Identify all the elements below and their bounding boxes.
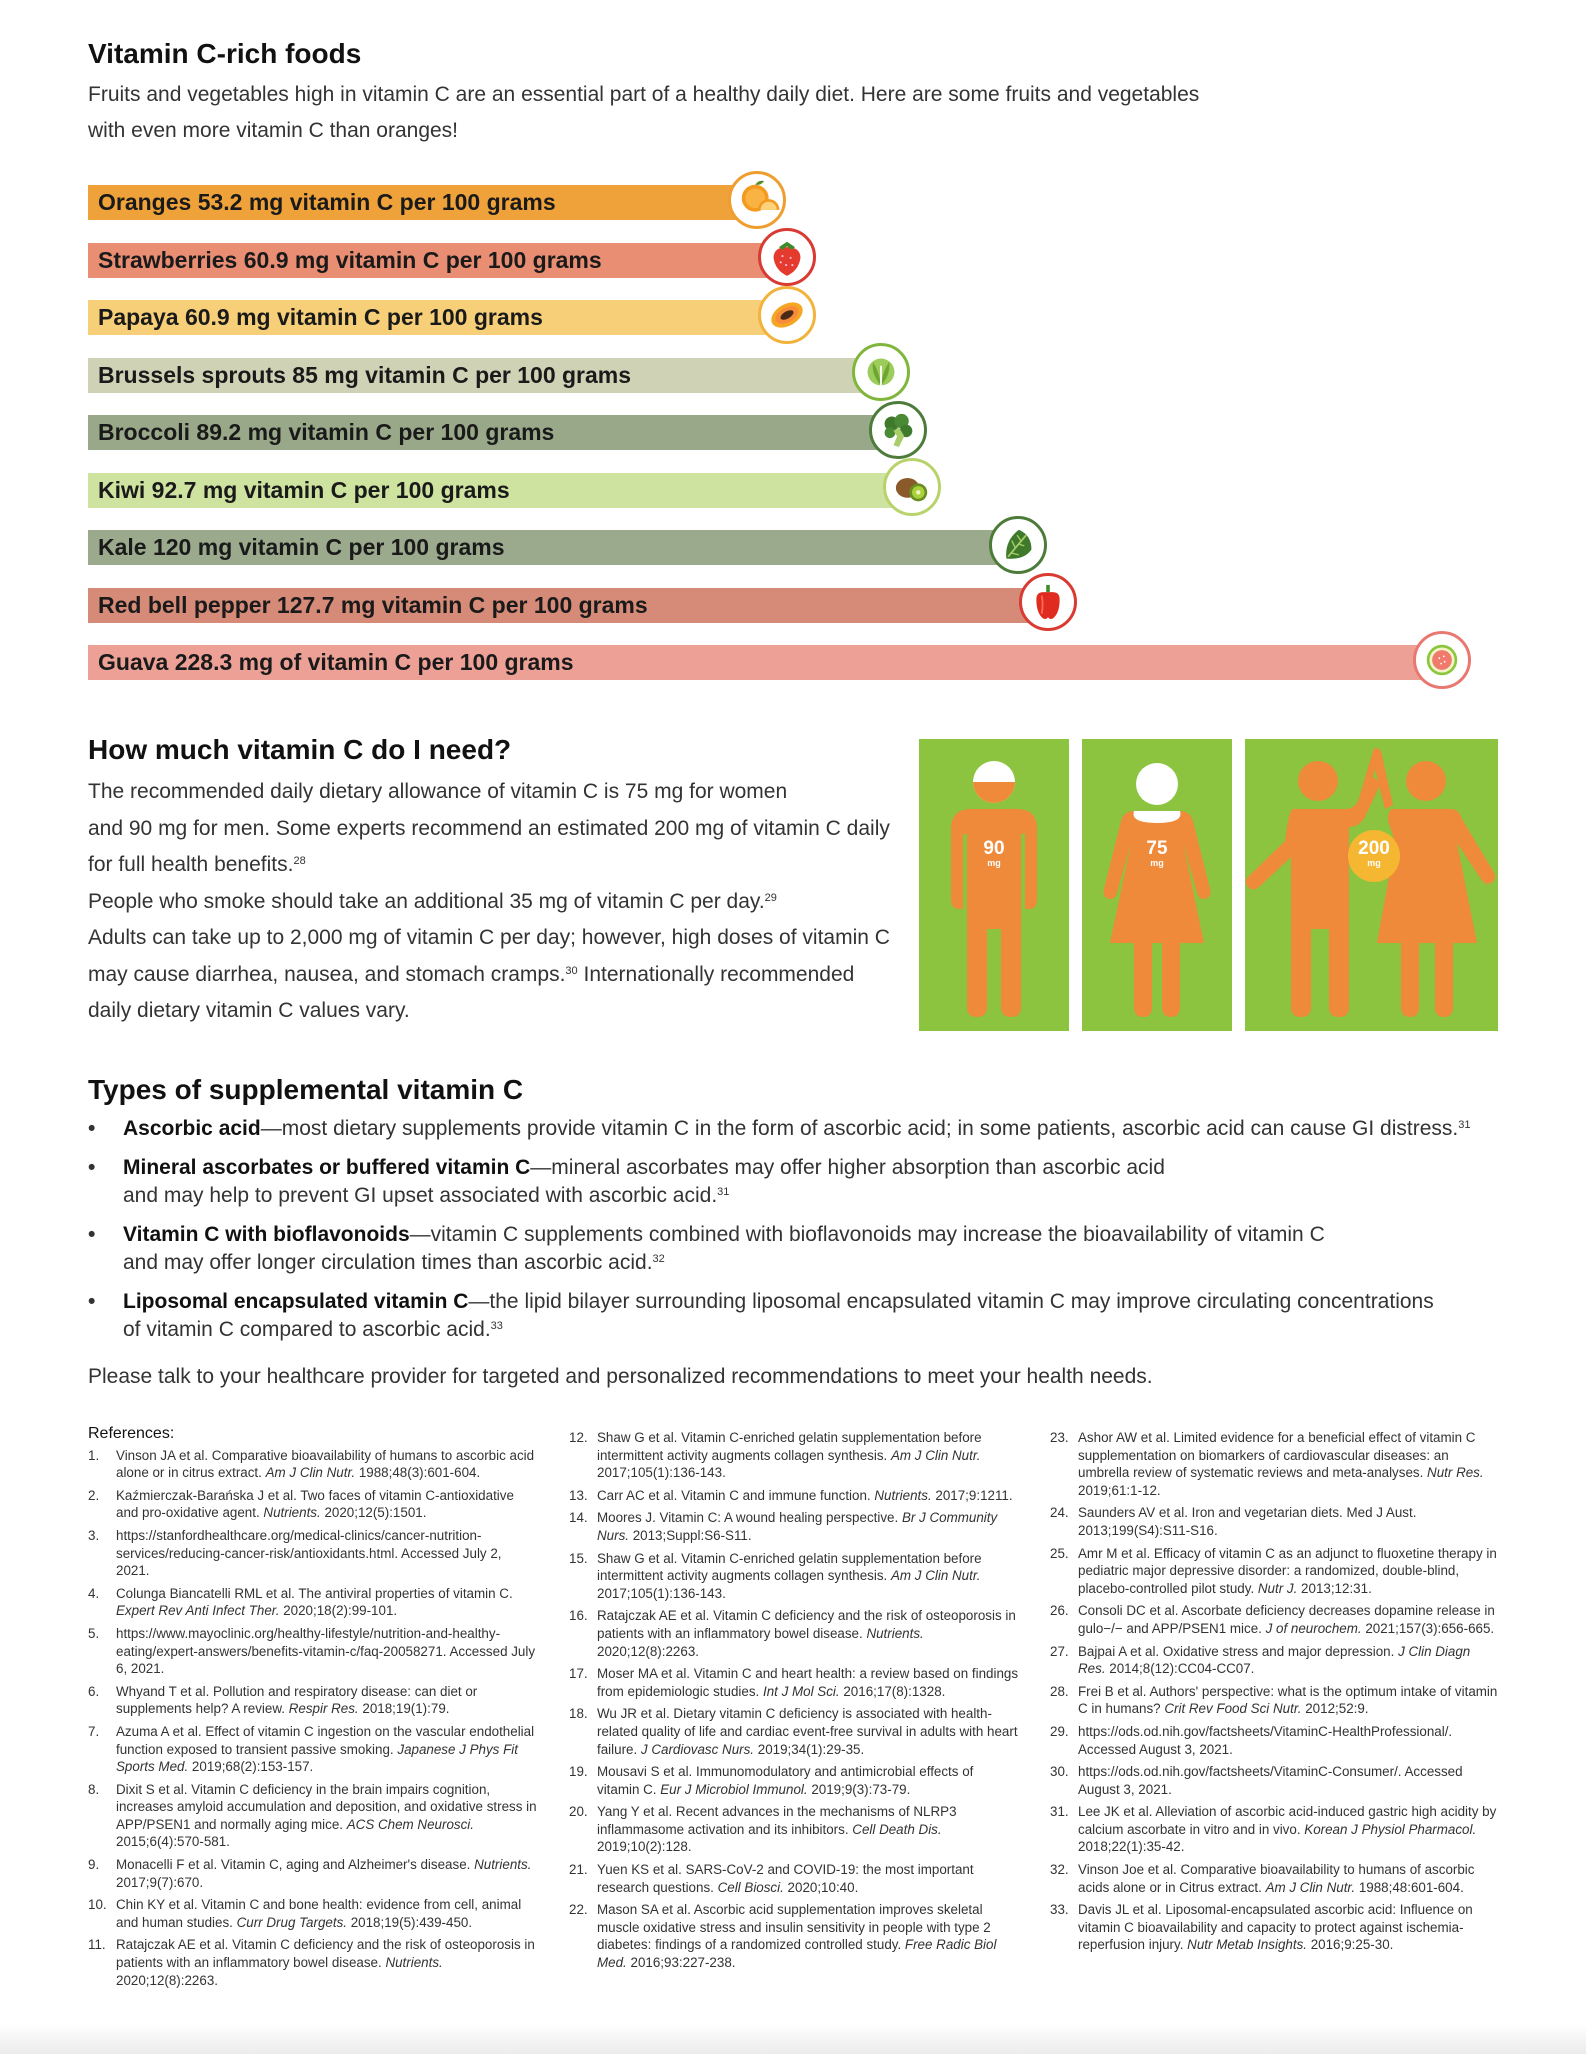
reference-journal: J of neurochem. <box>1265 1620 1362 1636</box>
reference-citation: 2016;17(8):1328. <box>839 1683 946 1699</box>
reference-text: Ratajczak AE et al. Vitamin C deficiency and the risk of osteoporosis in patients with an inflammatory bowel disease. <box>116 1937 535 1971</box>
reference-text: Yuen KS et al. SARS-CoV-2 and COVID-19: the most important research questions. <box>597 1862 974 1895</box>
reference-text: https://ods.od.nih.gov/factsheets/VitaminC-HealthProfessional/. Accessed August 3, 2021. <box>1078 1723 1453 1757</box>
reference-citation: 1988;48:601-604. <box>1355 1879 1464 1895</box>
couple-value-unit: mg <box>1367 858 1381 868</box>
bullet-term: Liposomal encapsulated vitamin C <box>123 1290 469 1313</box>
p3-line-2 <box>88 957 918 994</box>
reference-text: https://stanfordhealthcare.org/medical-clinics/cancer-nutrition-services/reducing-cancer-risk/antioxidants.html. Accessed July 2, 2021. <box>116 1527 502 1579</box>
reference-number: 16. <box>569 1608 588 1624</box>
reference-citation: 2017;105(1):136-143. <box>597 1585 726 1601</box>
reference-citation: 2013;Suppl:S6-S11. <box>629 1527 752 1543</box>
reference-item <box>88 1683 538 1718</box>
ref-marker-28: 28 <box>293 855 306 867</box>
reference-journal: Curr Drug Targets. <box>236 1914 347 1930</box>
reference-number: 8. <box>88 1781 100 1797</box>
reference-journal: Am J Clin Nutr. <box>891 1568 981 1584</box>
reference-citation: 2020;18(2):99-101. <box>279 1603 398 1619</box>
couple-value <box>1349 839 1399 868</box>
list-item <box>88 1154 1488 1210</box>
reference-number: 3. <box>88 1527 100 1543</box>
reference-text: Chin KY et al. Vitamin C and bone health: evidence from cell, animal and human studies. <box>116 1897 522 1930</box>
bar-label: Papaya 60.9 mg vitamin C per 100 grams <box>98 304 543 330</box>
guava-icon <box>1413 631 1471 689</box>
bullet-dot: • <box>88 1223 96 1246</box>
reference-item <box>88 1527 538 1580</box>
reference-item <box>569 1705 1019 1758</box>
reference-citation: 2012;52:9. <box>1301 1701 1369 1717</box>
broccoli-icon <box>869 401 927 459</box>
reference-citation: 2019;9(3):73-79. <box>807 1781 911 1797</box>
references-list-1 <box>88 1447 538 1990</box>
reference-number: 21. <box>569 1862 588 1878</box>
reference-item <box>569 1429 1019 1482</box>
bar-label: Guava 228.3 mg of vitamin C per 100 grams <box>98 649 574 675</box>
bullet-text: —most dietary supplements provide vitamin C in the form of ascorbic acid; in some patients, ascorbic acid can cause GI distress. <box>260 1117 1459 1140</box>
references-column-2 <box>569 1429 1019 1977</box>
p1-line-3 <box>88 847 918 884</box>
reference-text: Consoli DC et al. Ascorbate deficiency decreases dopamine release in gulo−/− and APP/PSEN1 mice. <box>1078 1603 1495 1636</box>
reference-citation: 2020;12(5):1501. <box>320 1505 427 1521</box>
bar-strawberries <box>88 243 770 278</box>
reference-journal: ACS Chem Neurosci. <box>346 1816 474 1832</box>
reference-text: Yang Y et al. Recent advances in the mechanisms of NLRP3 inflammasome activation and its inhibitors. <box>597 1804 957 1837</box>
reference-journal: Cell Biosci. <box>717 1879 784 1895</box>
reference-number: 2. <box>88 1487 100 1503</box>
reference-number: 22. <box>569 1902 588 1918</box>
couple-figure-panel <box>1245 739 1498 1031</box>
reference-number: 17. <box>569 1666 588 1682</box>
bullet-term: Ascorbic acid <box>123 1117 261 1140</box>
page-bottom-fade <box>0 2024 1586 2054</box>
reference-text: Moores J. Vitamin C: A wound healing perspective. <box>597 1510 902 1526</box>
reference-item <box>1050 1723 1500 1758</box>
bar-label: Brussels sprouts 85 mg vitamin C per 100 grams <box>98 361 632 388</box>
reference-number: 13. <box>569 1487 588 1503</box>
reference-citation: 2020;12(8):2263. <box>597 1643 699 1659</box>
supplement-types-list <box>88 1115 1488 1355</box>
section-title-how-much: How much vitamin C do I need? <box>88 734 512 765</box>
p3-line-2b-text: Internationally recommended <box>577 962 855 986</box>
reference-citation: 2019;10(2):128. <box>597 1839 692 1855</box>
reference-citation: 2017;9(7):670. <box>116 1874 204 1890</box>
reference-journal: Nutrients. <box>474 1857 532 1873</box>
reference-item <box>1050 1683 1500 1718</box>
man-value-number: 90 <box>983 838 1005 859</box>
kiwi-icon <box>883 458 941 516</box>
man-figure-panel <box>919 739 1069 1031</box>
kale-icon <box>989 516 1047 574</box>
reference-number: 31. <box>1050 1804 1069 1820</box>
reference-item <box>569 1487 1019 1505</box>
couple-value-number: 200 <box>1358 838 1390 859</box>
p2-text: People who smoke should take an additional 35 mg of vitamin C per day. <box>88 889 765 913</box>
reference-number: 15. <box>569 1550 588 1566</box>
reference-text: Bajpai A et al. Oxidative stress and major depression. <box>1078 1643 1399 1659</box>
reference-journal: Nutr Metab Insights. <box>1187 1937 1307 1953</box>
man-value-unit: mg <box>987 858 1001 868</box>
bullet-ref: 31 <box>1458 1119 1471 1131</box>
reference-citation: 2019;34(1):29-35. <box>754 1741 865 1757</box>
reference-item <box>1050 1643 1500 1678</box>
bar-label: Kale 120 mg vitamin C per 100 grams <box>98 534 505 560</box>
reference-text: Saunders AV et al. Iron and vegetarian diets. Med J Aust. 2013;199(S4):S11-S16. <box>1078 1505 1417 1538</box>
reference-journal: Nutr J. <box>1257 1580 1298 1596</box>
reference-item <box>569 1901 1019 1971</box>
bullet-text: —mineral ascorbates may offer higher absorption than ascorbic acid <box>530 1156 1165 1179</box>
reference-number: 6. <box>88 1683 100 1699</box>
reference-item <box>88 1585 538 1620</box>
reference-citation: 1988;48(3):601-604. <box>355 1465 481 1481</box>
references-list-3 <box>1050 1429 1500 1954</box>
p3-line-3: daily dietary vitamin C values vary. <box>88 999 410 1022</box>
bullet-ref: 32 <box>652 1253 665 1265</box>
ref-marker-30: 30 <box>565 964 578 977</box>
bullet-dot: • <box>88 1290 96 1313</box>
p3-line-2-text: may cause diarrhea, nausea, and stomach cramps. <box>88 962 566 986</box>
bar-label: Strawberries 60.9 mg vitamin C per 100 grams <box>98 246 602 273</box>
bar-label: Red bell pepper 127.7 mg vitamin C per 100 grams <box>98 591 648 618</box>
reference-number: 24. <box>1050 1505 1069 1521</box>
references-list-2 <box>569 1429 1019 1972</box>
section-intro <box>88 77 1388 149</box>
p1-line-1: The recommended daily dietary allowance of vitamin C is 75 mg for women <box>88 780 788 803</box>
reference-text: Dixit S et al. Vitamin C deficiency in the brain impairs cognition, increases amyloid accumulation and deposition, and oxidative stress in APP/PSEN1 and normally aging mice. <box>116 1781 537 1832</box>
woman-value-number: 75 <box>1146 838 1168 859</box>
reference-text: Ashor AW et al. Limited evidence for a beneficial effect of vitamin C supplementation on biomarkers of cardiovascular diseases: an umbrella review of systematic reviews and meta-analyses. <box>1078 1430 1476 1481</box>
reference-item <box>1050 1504 1500 1539</box>
reference-journal: Japanese J Phys Fit Sports Med. <box>116 1741 518 1775</box>
reference-number: 33. <box>1050 1902 1069 1918</box>
man-figure-icon <box>919 739 1069 1031</box>
reference-text: Mason SA et al. Ascorbic acid supplementation improves skeletal muscle oxidative stress and insulin sensitivity in people with type 2 diabetes: findings of a randomized controlled study. <box>597 1902 991 1953</box>
reference-journal: Br J Community Nurs. <box>597 1510 998 1543</box>
bullet-text: —vitamin C supplements combined with bioflavonoids may increase the bioavailability of vitamin C <box>409 1223 1325 1246</box>
reference-text: https://www.mayoclinic.org/healthy-lifestyle/nutrition-and-healthy-eating/expert-answers/benefits-vitamin-c/faq-20058271. Accessed July 6, 2021. <box>116 1625 536 1677</box>
reference-citation: 2017;9:1211. <box>931 1487 1013 1503</box>
bar-label: Oranges 53.2 mg vitamin C per 100 grams <box>98 189 556 215</box>
reference-journal: Crit Rev Food Sci Nutr. <box>1164 1701 1302 1717</box>
reference-item <box>88 1896 538 1931</box>
reference-text: Frei B et al. Authors' perspective: what is the optimum intake of vitamin C in humans? <box>1078 1683 1498 1717</box>
reference-text: Carr AC et al. Vitamin C and immune function. <box>597 1487 875 1503</box>
closing-note: Please talk to your healthcare provider for targeted and personalized recommendations to meet your health needs. <box>88 1365 1153 1388</box>
reference-journal: Nutrients. <box>385 1955 443 1971</box>
bar-papaya <box>88 300 770 335</box>
section-title-vitamin-c-rich-foods: Vitamin C-rich foods <box>88 38 362 69</box>
reference-text: Whyand T et al. Pollution and respiratory disease: can diet or supplements help? A review. <box>116 1683 478 1717</box>
reference-citation: 2018;19(1):79. <box>358 1701 450 1717</box>
reference-item <box>569 1763 1019 1798</box>
couple-figure-icon <box>1245 739 1498 1031</box>
reference-item <box>1050 1545 1500 1598</box>
reference-number: 7. <box>88 1723 100 1739</box>
woman-figure-panel <box>1082 739 1232 1031</box>
orange-icon <box>728 171 786 229</box>
reference-item <box>569 1861 1019 1896</box>
reference-citation: 2018;19(5):439-450. <box>347 1914 473 1930</box>
bullet-ref: 31 <box>717 1186 730 1198</box>
reference-citation: 2018;22(1):35-42. <box>1078 1839 1185 1855</box>
reference-item <box>88 1781 538 1851</box>
reference-journal: Nutrients. <box>874 1487 932 1503</box>
reference-number: 12. <box>569 1430 588 1445</box>
reference-citation: 2013;12:31. <box>1297 1580 1372 1596</box>
reference-text: Ratajczak AE et al. Vitamin C deficiency and the risk of osteoporosis in patients with an inflammatory bowel disease. <box>597 1608 1016 1641</box>
reference-number: 32. <box>1050 1862 1069 1878</box>
reference-text: Vinson JA et al. Comparative bioavailability of humans to ascorbic acid alone or in citrus extract. <box>116 1447 535 1481</box>
reference-number: 20. <box>569 1804 588 1820</box>
reference-item <box>1050 1602 1500 1637</box>
reference-journal: Am J Clin Nutr. <box>265 1465 356 1481</box>
reference-journal: Free Radic Biol Med. <box>597 1937 997 1971</box>
reference-citation: 2019;68(2):153-157. <box>188 1759 314 1775</box>
bar-label: Kiwi 92.7 mg vitamin C per 100 grams <box>98 476 510 503</box>
reference-text: Shaw G et al. Vitamin C-enriched gelatin supplementation before intermittent activity augments collagen synthesis. <box>597 1550 982 1584</box>
bullet-dot: • <box>88 1156 96 1179</box>
bar-kiwi <box>88 473 895 508</box>
reference-number: 25. <box>1050 1545 1069 1561</box>
references-column-3 <box>1050 1429 1500 1959</box>
reference-item <box>1050 1429 1500 1499</box>
reference-journal: Eur J Microbiol Immunol. <box>660 1781 808 1797</box>
reference-number: 28. <box>1050 1683 1069 1699</box>
woman-figure-icon <box>1082 739 1232 1031</box>
reference-citation: 2014;8(12):CC04-CC07. <box>1105 1661 1255 1677</box>
reference-number: 23. <box>1050 1430 1069 1445</box>
reference-number: 1. <box>88 1447 100 1463</box>
reference-journal: Am J Clin Nutr. <box>1265 1879 1356 1895</box>
reference-journal: Nutrients. <box>866 1625 924 1641</box>
reference-journal: J Cardiovasc Nurs. <box>640 1741 755 1757</box>
brussels-sprout-icon <box>852 343 910 401</box>
reference-item <box>88 1447 538 1482</box>
list-item <box>88 1288 1488 1344</box>
reference-text: Moser MA et al. Vitamin C and heart health: a review based on findings from epidemiologic studies. <box>597 1666 1019 1699</box>
reference-item <box>569 1803 1019 1856</box>
reference-number: 27. <box>1050 1643 1069 1659</box>
woman-value-unit: mg <box>1150 858 1164 868</box>
reference-text: Monacelli F et al. Vitamin C, aging and Alzheimer's disease. <box>116 1857 475 1873</box>
reference-citation: 2020;10:40. <box>783 1879 859 1895</box>
reference-journal: Int J Mol Sci. <box>762 1683 840 1699</box>
reference-journal: Expert Rev Anti Infect Ther. <box>116 1603 280 1619</box>
section-title-types: Types of supplemental vitamin C <box>88 1074 524 1105</box>
reference-number: 5. <box>88 1625 100 1641</box>
papaya-icon <box>758 286 816 344</box>
list-item <box>88 1115 1488 1143</box>
reference-journal: J Clin Diagn Res. <box>1078 1643 1471 1677</box>
reference-item <box>569 1550 1019 1603</box>
reference-text: https://ods.od.nih.gov/factsheets/VitaminC-Consumer/. Accessed August 3, 2021. <box>1078 1764 1463 1797</box>
reference-number: 30. <box>1050 1764 1069 1780</box>
reference-item <box>88 1487 538 1522</box>
bullet-text-2: and may offer longer circulation times than ascorbic acid. <box>123 1251 653 1274</box>
bar-kale <box>88 530 1001 565</box>
reference-item <box>1050 1901 1500 1954</box>
reference-journal: Cell Death Dis. <box>852 1821 942 1837</box>
reference-item <box>569 1509 1019 1544</box>
reference-item <box>1050 1861 1500 1896</box>
reference-item <box>88 1723 538 1776</box>
reference-citation: 2017;105(1):136-143. <box>597 1465 726 1481</box>
bullet-text: —the lipid bilayer surrounding liposomal encapsulated vitamin C may improve circulating concentrations <box>468 1290 1434 1313</box>
reference-item <box>1050 1763 1500 1798</box>
bar-brussels-sprouts <box>88 358 864 393</box>
reference-text: Vinson Joe et al. Comparative bioavailability to humans of ascorbic acids alone or in Citrus extract. <box>1078 1862 1475 1895</box>
bullet-term: Mineral ascorbates or buffered vitamin C <box>123 1156 531 1179</box>
reference-number: 4. <box>88 1585 100 1601</box>
reference-number: 11. <box>88 1937 106 1953</box>
bullet-term: Vitamin C with bioflavonoids <box>123 1223 410 1246</box>
reference-item <box>569 1665 1019 1700</box>
reference-text: Azuma A et al. Effect of vitamin C ingestion on the vascular endothelial function exposed to transient passive smoking. <box>116 1723 535 1757</box>
bar-broccoli <box>88 415 881 450</box>
reference-text: Shaw G et al. Vitamin C-enriched gelatin supplementation before intermittent activity augments collagen synthesis. <box>597 1430 982 1463</box>
red-bell-pepper-icon <box>1019 573 1077 631</box>
reference-journal: Respir Res. <box>288 1701 359 1717</box>
reference-citation: 2015;6(4):570-581. <box>116 1834 230 1850</box>
reference-item <box>569 1607 1019 1660</box>
reference-item <box>1050 1803 1500 1856</box>
reference-number: 14. <box>569 1510 588 1526</box>
bar-guava <box>88 645 1425 680</box>
reference-number: 9. <box>88 1857 100 1873</box>
references-heading: References: <box>88 1425 175 1442</box>
bullet-dot: • <box>88 1117 96 1140</box>
bullet-text-2: of vitamin C compared to ascorbic acid. <box>123 1318 491 1341</box>
reference-number: 29. <box>1050 1723 1069 1739</box>
strawberry-icon <box>758 228 816 286</box>
reference-citation: 2021;157(3):656-665. <box>1361 1620 1495 1636</box>
reference-journal: Nutr Res. <box>1427 1465 1484 1481</box>
reference-citation: 2016;93:227-238. <box>626 1955 736 1971</box>
p2-line <box>88 884 918 921</box>
reference-text: Amr M et al. Efficacy of vitamin C as an adjunct to fluoxetine therapy in pediatric major depressive disorder: a randomized, double-blind, placebo-controlled pilot study. <box>1078 1545 1497 1596</box>
reference-number: 19. <box>569 1764 588 1780</box>
reference-journal: Am J Clin Nutr. <box>891 1447 981 1463</box>
man-value <box>969 839 1019 868</box>
intro-line-1: Fruits and vegetables high in vitamin C are an essential part of a healthy daily diet. Here are some fruits and vegetables <box>88 83 1200 106</box>
reference-number: 10. <box>88 1897 107 1913</box>
reference-item <box>88 1936 538 1989</box>
reference-text: Mousavi S et al. Immunomodulatory and antimicrobial effects of vitamin C. <box>597 1764 974 1797</box>
reference-citation: 2020;12(8):2263. <box>116 1972 218 1988</box>
p1-line-2: and 90 mg for men. Some experts recommend an estimated 200 mg of vitamin C daily <box>88 816 890 840</box>
bar-label: Broccoli 89.2 mg vitamin C per 100 grams <box>98 419 555 445</box>
reference-citation: 2019;61:1-12. <box>1078 1482 1161 1498</box>
bar-red-bell-pepper <box>88 588 1031 623</box>
p3-line-1: Adults can take up to 2,000 mg of vitamin C per day; however, high doses of vitamin C <box>88 926 890 949</box>
reference-text: Colunga Biancatelli RML et al. The antiviral properties of vitamin C. <box>116 1585 513 1601</box>
bullet-ref: 33 <box>490 1320 503 1332</box>
reference-journal: Nutrients. <box>263 1505 321 1521</box>
p1-line-3-text: for full health benefits. <box>88 853 294 876</box>
reference-text: Davis JL et al. Liposomal-encapsulated ascorbic acid: Influence on vitamin C bioavailability and capacity to protect against ischemia-reperfusion injury. <box>1078 1902 1473 1953</box>
list-item <box>88 1221 1488 1277</box>
reference-item <box>88 1625 538 1678</box>
bullet-text-2: and may help to prevent GI upset associated with ascorbic acid. <box>123 1184 718 1207</box>
reference-journal: Korean J Physiol Pharmacol. <box>1304 1821 1477 1837</box>
reference-citation: 2016;9:25-30. <box>1307 1937 1394 1953</box>
reference-text: Kaźmierczak-Barańska J et al. Two faces of vitamin C-antioxidative and pro-oxidative agent. <box>116 1487 514 1521</box>
references-column-1 <box>88 1425 538 1994</box>
reference-number: 26. <box>1050 1603 1069 1619</box>
reference-text: Wu JR et al. Dietary vitamin C deficiency is associated with health-related quality of life and cardiac event-free survival in adults with heart failure. <box>597 1706 1018 1757</box>
reference-item <box>88 1856 538 1891</box>
ref-marker-29: 29 <box>764 891 777 904</box>
intro-line-2: with even more vitamin C than oranges! <box>88 119 459 142</box>
reference-number: 18. <box>569 1706 588 1722</box>
bar-oranges <box>88 185 740 220</box>
reference-text: Lee JK et al. Alleviation of ascorbic acid-induced gastric high acidity by calcium ascorbate in vitro and in vivo. <box>1078 1804 1497 1837</box>
how-much-text <box>88 774 918 1030</box>
woman-value <box>1132 839 1182 868</box>
